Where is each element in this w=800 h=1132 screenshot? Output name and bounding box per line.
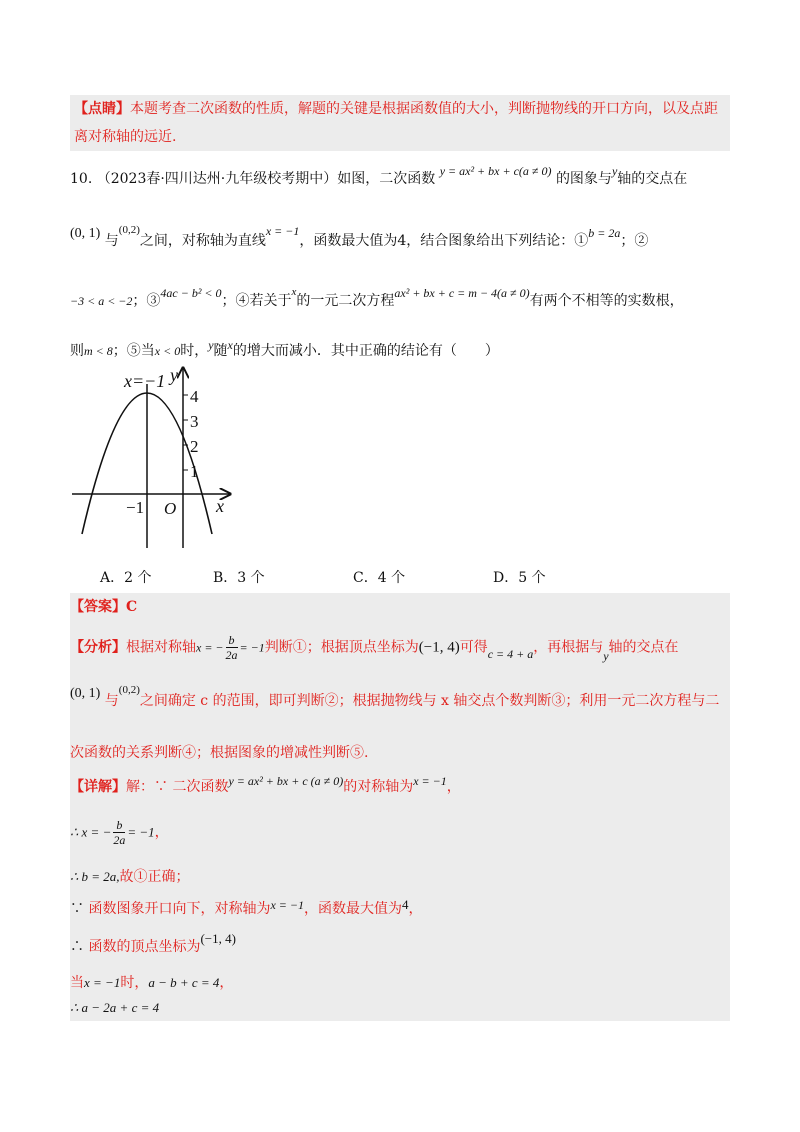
option-c[interactable]: C．4 个: [353, 570, 406, 586]
detail-axis: x = −1: [413, 774, 447, 788]
therefore-symbol: ∴: [70, 939, 89, 955]
detail-equation: a − b + c = 4: [148, 975, 220, 990]
axis-equation: x = −1: [265, 224, 300, 238]
analysis-text: 与: [104, 693, 119, 709]
analysis-line-1: [70, 633, 679, 662]
question-source: （2023春·四川达州·九年级校考期中）如图，二次函数: [96, 171, 436, 187]
analysis-c-eq: c = 4 + a: [487, 646, 534, 661]
analysis-axis-eq-right: = −1: [239, 640, 265, 655]
question-line-1: [70, 164, 688, 188]
hint-block: [70, 95, 730, 151]
question-y-var: y: [611, 164, 618, 178]
question-text: 与: [104, 233, 119, 249]
detail-max-value: 4: [401, 897, 409, 912]
analysis-fraction: [226, 633, 238, 662]
hint-line-2: 离对称轴的远近.: [74, 129, 177, 145]
detail-vertex: (−1, 4): [200, 931, 236, 946]
question-text: 有两个不相等的实数根，: [529, 293, 684, 309]
detail-text: ，函数最大值为: [303, 901, 402, 917]
conclusion-4-equation: ax² + bx + c = m − 4(a ≠ 0): [394, 286, 530, 300]
question-y-var: y: [208, 338, 214, 352]
symmetry-line-label: x=−1: [124, 371, 166, 391]
analysis-point-0-1: (0, 1): [70, 686, 101, 701]
detail-line-5: [70, 931, 236, 956]
question-text: ，函数最大值为4，结合图象给出下列结论：①: [299, 233, 589, 249]
detail-text: 解：∵ 二次函数: [126, 779, 229, 795]
conclusion-2: −3 < a < −2: [70, 294, 133, 308]
detail-text: 函数图象开口向下，对称轴为: [88, 901, 271, 917]
option-d[interactable]: D．5 个: [493, 570, 546, 586]
question-line-2: [70, 224, 649, 250]
question-text: ；④若关于: [221, 293, 292, 309]
detail-text: 的对称轴为: [343, 779, 414, 795]
fraction-numerator: b: [226, 633, 238, 648]
question-number: 10.: [70, 171, 93, 187]
detail-axis: x = −1: [270, 898, 304, 912]
because-symbol: ∵: [70, 901, 89, 917]
analysis-axis-eq: x = −: [196, 640, 224, 655]
detail-step-7: ∴ a − 2a + c = 4: [70, 1000, 160, 1015]
detail-text: ，: [408, 901, 423, 917]
fraction-denominator: 2a: [225, 648, 238, 662]
detail-line-2: [70, 818, 169, 847]
detail-fraction: [113, 818, 125, 847]
detail-text: ，: [154, 824, 169, 841]
question-function: y = ax² + bx + c(a ≠ 0): [439, 164, 552, 178]
detail-text: ，: [219, 975, 234, 991]
x-axis-label: x: [216, 496, 224, 516]
question-text: 轴的交点在: [617, 171, 688, 187]
question-text: 的图象与: [555, 171, 612, 187]
question-text: ；②: [620, 233, 649, 249]
parabola-graph: [70, 362, 240, 554]
detail-line-6: [70, 972, 233, 992]
answer-line: [70, 596, 137, 616]
analysis-text: 可得: [459, 639, 488, 656]
conclusion-4-condition: m < 8: [84, 344, 113, 358]
point-0-1: (0, 1): [70, 226, 101, 241]
question-text: 随: [213, 343, 228, 359]
analysis-text: ，再根据与: [533, 639, 604, 656]
analysis-line-3: 次函数的关系判断④；根据图象的增减性判断⑤.: [70, 745, 369, 761]
analysis-vertex: (−1, 4): [418, 639, 460, 656]
y-axis-label: y: [170, 365, 178, 385]
hint-tag: 【点睛】: [74, 101, 130, 117]
question-text: 之间，对称轴为直线: [139, 233, 266, 249]
conclusion-1: b = 2a: [588, 226, 621, 240]
detail-text: 函数的顶点坐标为: [88, 939, 201, 955]
analysis-text: 之间确定 c 的范围，即可判断②；根据抛物线与 x 轴交点个数判断③；利用一元二次方程与二: [139, 693, 720, 709]
question-x-var: x: [291, 286, 297, 298]
analysis-line-2: [70, 684, 720, 710]
detail-text: 时，: [120, 975, 149, 991]
detail-step-3-math: ∴ b = 2a,: [70, 869, 120, 884]
detail-step-2-left: ∴ x = −: [70, 824, 112, 840]
origin-label: O: [164, 499, 177, 518]
answer-tag: 【答案】: [70, 599, 126, 615]
question-line-3: [70, 286, 684, 310]
hint-text-1: 本题考查二次函数的性质，解题的关键是根据函数值的大小，判断抛物线的开口方向，以及点距: [130, 101, 718, 117]
y-tick-4: 4: [190, 387, 199, 406]
y-tick-3: 3: [190, 412, 199, 431]
detail-text: 当: [70, 975, 84, 991]
detail-line-4: [70, 898, 422, 918]
question-text: 的一元二次方程: [296, 293, 395, 309]
conclusion-5: x < 0: [154, 344, 181, 358]
fraction-numerator: b: [113, 818, 125, 833]
question-x-var: x: [227, 338, 233, 352]
detail-x-value: x = −1: [84, 975, 121, 990]
answer-value: C: [126, 599, 138, 615]
question-text: ；⑤当: [112, 343, 155, 359]
question-line-4: [70, 340, 499, 360]
analysis-tag: 【分析】: [70, 639, 126, 656]
detail-line-1: [70, 776, 461, 796]
hint-line-1: [74, 99, 718, 119]
detail-line-3: [70, 866, 190, 886]
conclusion-3: 4ac − b² < 0: [160, 286, 222, 300]
detail-text: ，: [446, 779, 461, 795]
question-text: 时，: [180, 343, 209, 359]
detail-function: y = ax² + bx + c (a ≠ 0): [228, 774, 344, 788]
option-a[interactable]: A．2 个: [100, 570, 152, 586]
analysis-y-var: y: [603, 648, 609, 663]
analysis-text: 判断①；根据顶点坐标为: [264, 639, 419, 656]
point-0-2: (0,2): [118, 224, 140, 236]
fraction-denominator: 2a: [113, 833, 126, 847]
question-text: ；③: [132, 293, 161, 309]
y-tick-2: 2: [190, 437, 199, 456]
x-tick-neg1: −1: [126, 498, 145, 517]
detail-step-2-right: = −1: [127, 824, 155, 840]
detail-tag: 【详解】: [70, 779, 126, 795]
question-text: 的增大而减小．其中正确的结论有（ ）: [232, 343, 499, 359]
option-b[interactable]: B．3 个: [213, 570, 265, 586]
analysis-text: 根据对称轴: [126, 639, 196, 656]
analysis-point-0-2: (0,2): [118, 684, 140, 696]
detail-line-7: [70, 1000, 159, 1016]
question-text: 则: [70, 343, 84, 359]
detail-text: 故①正确；: [119, 869, 190, 885]
y-tick-1: 1: [190, 462, 199, 481]
analysis-text: 轴的交点在: [608, 639, 679, 656]
